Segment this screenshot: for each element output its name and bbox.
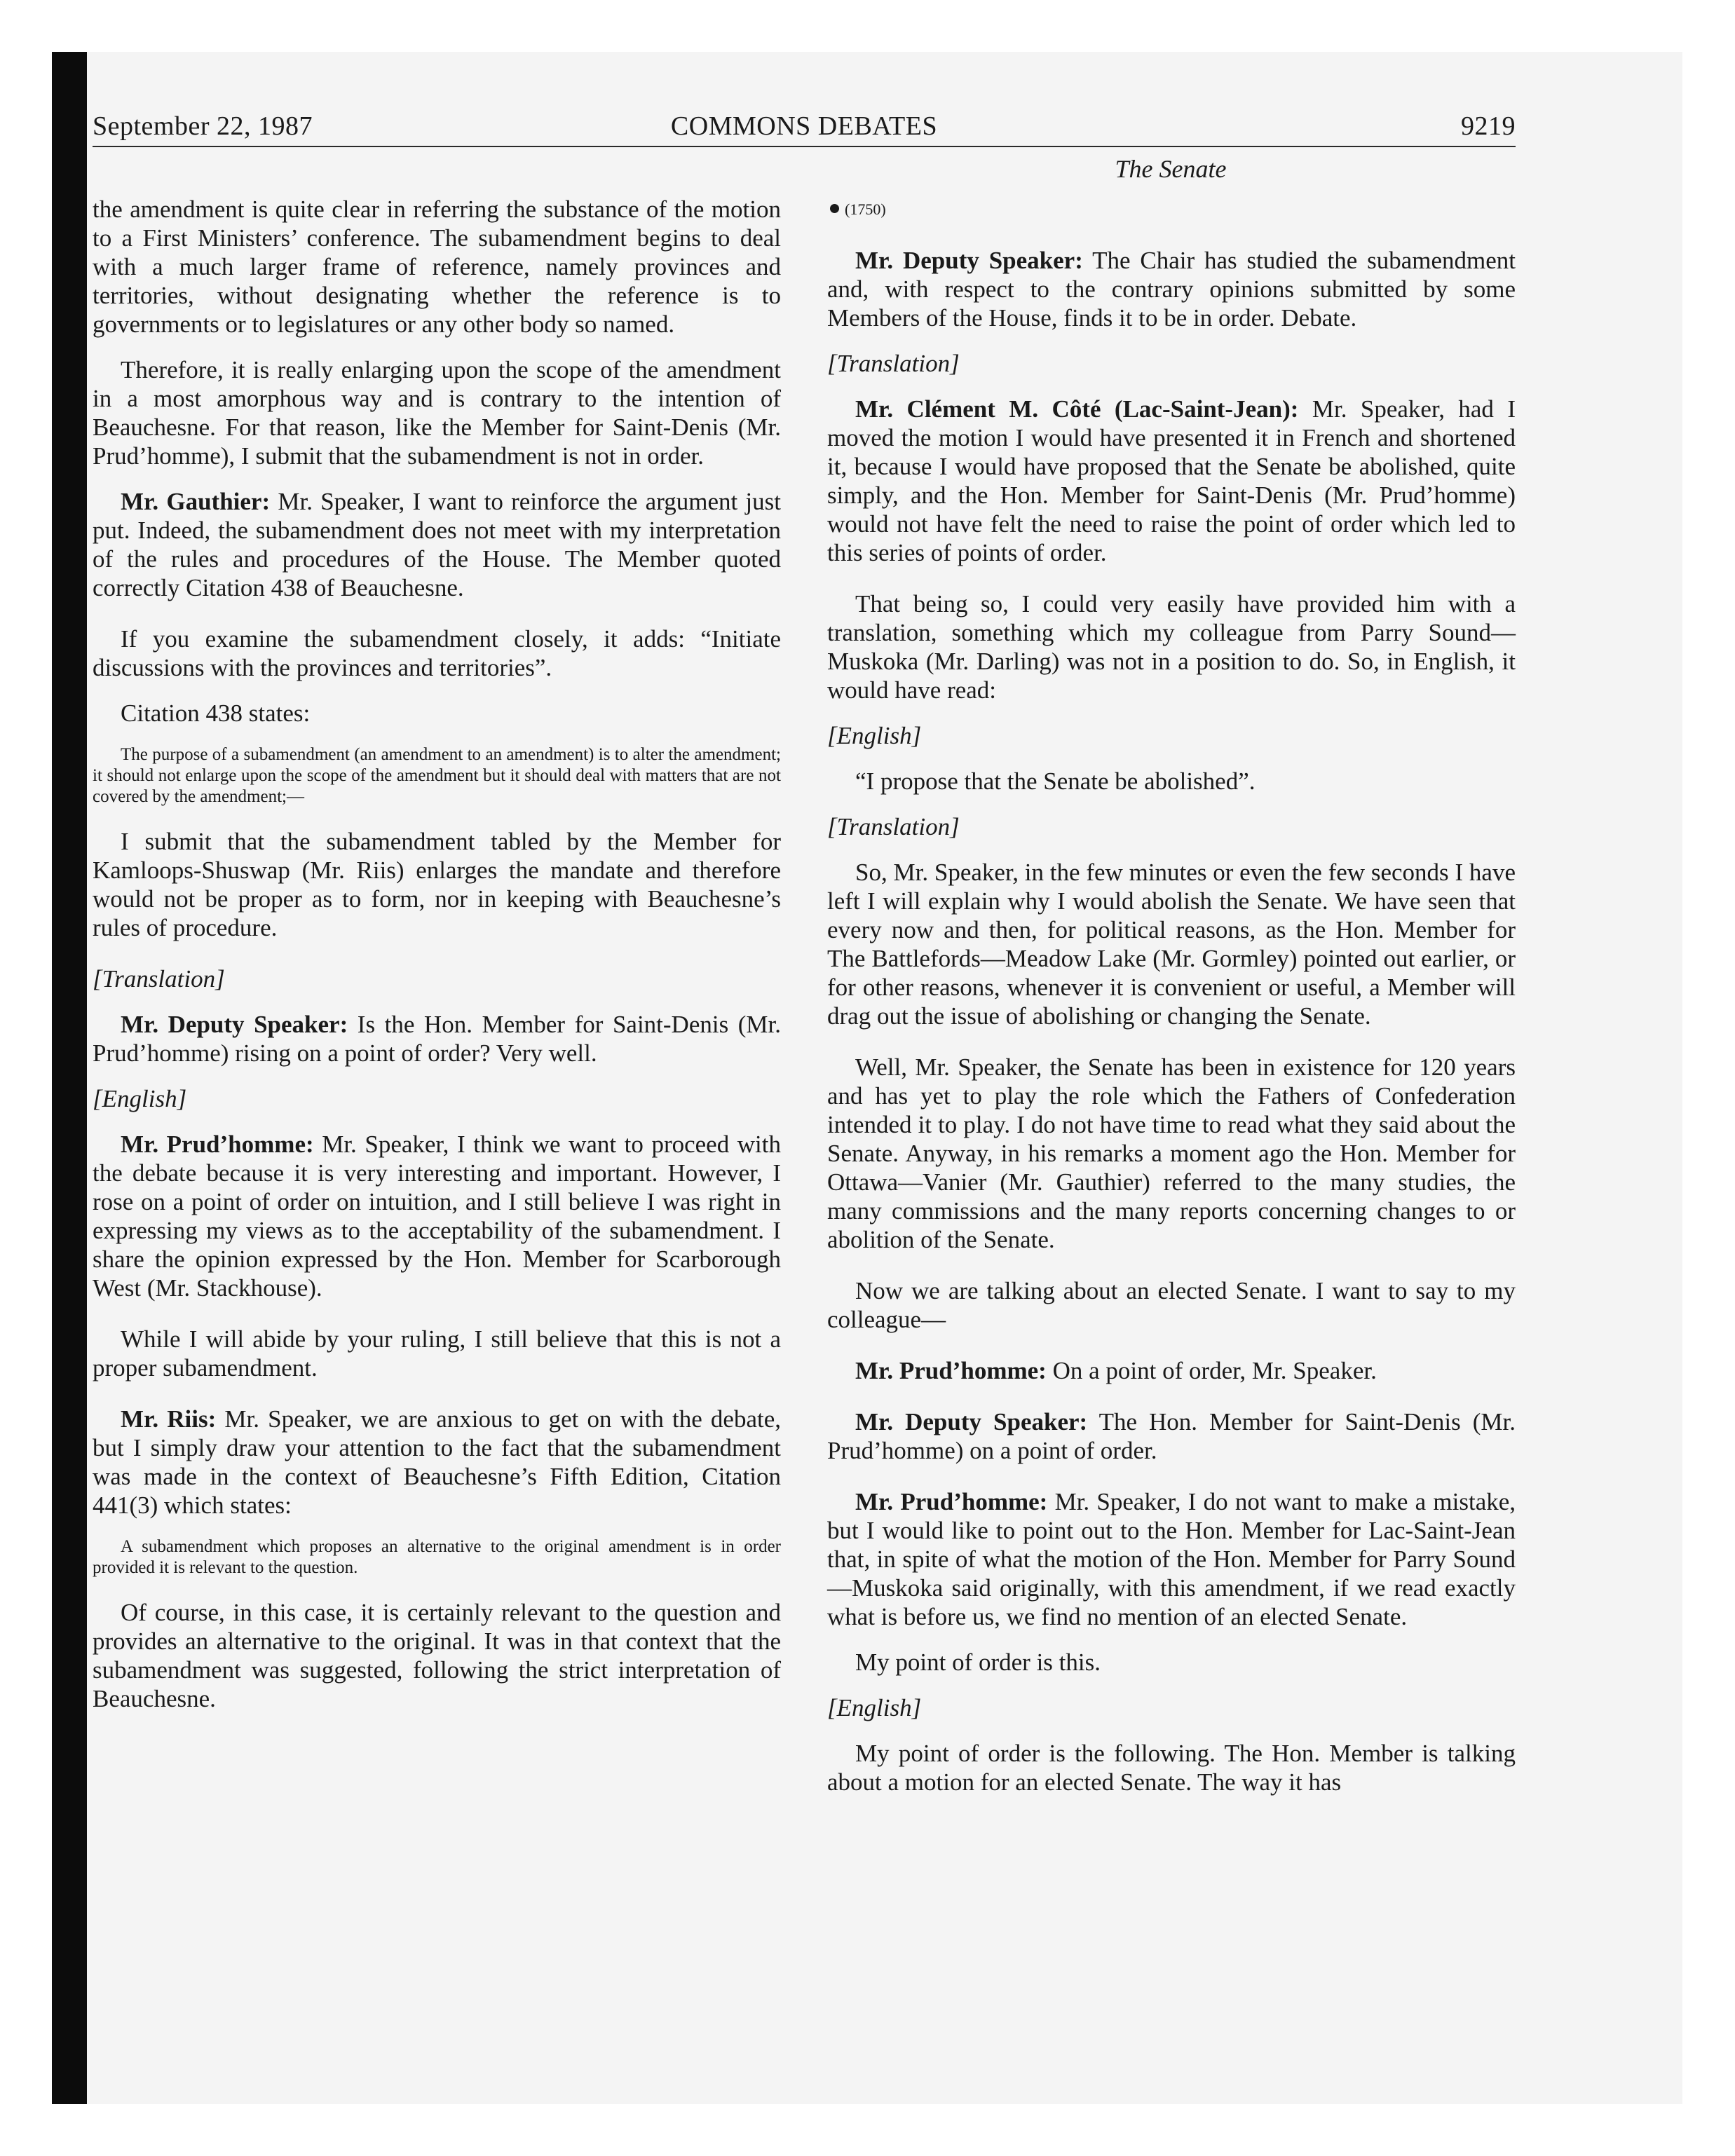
speech-text: On a point of order, Mr. Speaker. (1052, 1357, 1377, 1384)
bullet-dot-icon (830, 204, 839, 213)
header-date: September 22, 1987 (93, 111, 313, 141)
running-head (93, 104, 1516, 147)
speaker-name: Mr. Riis: (121, 1405, 217, 1433)
paragraph: While I will abide by your ruling, I still believe that this is not a proper subamendment. (93, 1325, 781, 1381)
header-publication: COMMONS DEBATES (670, 111, 938, 141)
speech-text: Is the Hon. Member for Saint-Denis (Mr. Prud’homme) rising on a point of order? Very well. (93, 1011, 781, 1067)
language-marker: [Translation] (93, 965, 225, 992)
speech-paragraph (827, 1487, 1516, 1631)
speaker-name: Mr. Deputy Speaker: (855, 1408, 1088, 1435)
paragraph: That being so, I could very easily have provided him with a translation, something which my colleague from Parry Sound—Muskoka (Mr. Darling) was not in a position to do. So, in English, it would have read: (827, 590, 1516, 704)
paragraph: My point of order is the following. The Hon. Member is talking about a motion for an elected Senate. The way it has (827, 1740, 1516, 1796)
paragraph: If you examine the subamendment closely, it adds: “Initiate discussions with the provinces and territories”. (93, 625, 781, 681)
paragraph: Citation 438 states: (121, 700, 311, 727)
speech-paragraph (827, 395, 1516, 567)
speech-paragraph (827, 1356, 1516, 1385)
block-quote: The purpose of a subamendment (an amendment to an amendment) is to alter the amendment; it should not enlarge upon the scope of the amendment but it should deal with matters that are not covered by the amendment;— (93, 745, 781, 806)
speaker-name: Mr. Clément M. Côté (Lac-Saint-Jean): (855, 395, 1299, 423)
left-column (93, 195, 781, 1730)
speech-paragraph (827, 246, 1516, 332)
paragraph: I submit that the subamendment tabled by the Member for Kamloops-Shuswap (Mr. Riis) enlarges the mandate and therefore would not be proper as to form, nor in keeping with Beauchesne’s rules of procedure. (93, 828, 781, 941)
language-marker: [English] (827, 722, 922, 749)
paragraph: My point of order is this. (855, 1649, 1101, 1676)
language-marker: [Translation] (827, 813, 960, 840)
block-quote: A subamendment which proposes an alternative to the original amendment is in order provided it is relevant to the question. (93, 1537, 781, 1577)
paragraph: the amendment is quite clear in referring the substance of the motion to a First Ministers’ conference. The subamendment begins to deal with a much larger frame of reference, namely provinces and territories, without designating whether the reference is to governments or to legislatures or any other body so named. (93, 196, 781, 338)
right-column (827, 195, 1516, 1813)
speech-text: Mr. Speaker, we are anxious to get on with the debate, but I simply draw your attention to the fact that the subamendment was made in the context of Beauchesne’s Fifth Edition, Citation 441(3) which states: (93, 1405, 782, 1519)
paragraph: Now we are talking about an elected Senate. I want to say to my colleague— (827, 1277, 1516, 1333)
speaker-name: Mr. Gauthier: (121, 488, 271, 515)
speaker-name: Mr. Prud’homme: (855, 1488, 1048, 1515)
speech-text: Mr. Speaker, I think we want to proceed with the debate because it is very interesting and important. However, I rose on a point of order on intuition, and I still believe I was right in expressing my views as to the acceptability of the subamendment. I share the opinion expressed by the Hon. Member for Scarborough West (Mr. Stackhouse). (93, 1131, 782, 1302)
binding-edge (52, 52, 87, 2104)
header-page-number: 9219 (1461, 111, 1516, 141)
speech-paragraph (93, 1405, 781, 1520)
language-marker: [English] (93, 1085, 187, 1112)
paragraph: Well, Mr. Speaker, the Senate has been in existence for 120 years and has yet to play the role which the Fathers of Confederation intended it to play. I do not have time to read what they said about the Senate. Anyway, in his remarks a moment ago the Hon. Member for Ottawa—Vanier (Mr. Gauthier) referred to the many studies, the many commissions and the many reports concerning changes to or abolition of the Senate. (827, 1053, 1516, 1253)
time-stamp: (1750) (845, 200, 886, 218)
paragraph: Therefore, it is really enlarging upon the scope of the amendment in a most amorphous way and is contrary to the intention of Beauchesne. For that reason, like the Member for Saint-Denis (Mr. Prud’homme), I submit that the subamendment is not in order. (93, 356, 781, 470)
speaker-name: Mr. Deputy Speaker: (121, 1011, 348, 1038)
paragraph: “I propose that the Senate be abolished”. (855, 767, 1256, 795)
speech-text: The Hon. Member for Saint-Denis (Mr. Prud’homme) on a point of order. (827, 1408, 1516, 1464)
language-marker: [English] (827, 1694, 922, 1721)
speech-text: Mr. Speaker, had I moved the motion I would have presented it in French and shortened it, because I would have proposed that the Senate be abolished, quite simply, and the Hon. Member for Saint-Denis (Mr. Prud’homme) would not have felt the need to raise the point of order which led to this series of points of order. (827, 395, 1516, 566)
speech-paragraph (93, 1010, 781, 1067)
speech-paragraph (827, 1407, 1516, 1465)
time-marker (827, 195, 1516, 224)
speech-paragraph (93, 1130, 781, 1302)
speech-text: Mr. Speaker, I do not want to make a mistake, but I would like to point out to the Hon. Member for Lac-Saint-Jean that, in spite of what the motion of the Hon. Member for Parry Sound—Muskoka said originally, with this amendment, if we read exactly what is before us, we find no mention of an elected Senate. (827, 1488, 1516, 1630)
paragraph: Of course, in this case, it is certainly relevant to the question and provides an alternative to the original. It was in that context that the subamendment was suggested, following the strict interpretation of Beauchesne. (93, 1599, 781, 1712)
speech-paragraph (93, 487, 781, 602)
subject-heading: The Senate (1115, 155, 1227, 183)
speech-text: Mr. Speaker, I want to reinforce the argument just put. Indeed, the subamendment does not meet with my interpretation of the rules and procedures of the House. The Member quoted correctly Citation 438 of Beauchesne. (93, 488, 782, 601)
speaker-name: Mr. Deputy Speaker: (855, 247, 1083, 274)
speaker-name: Mr. Prud’homme: (855, 1357, 1047, 1384)
paragraph: So, Mr. Speaker, in the few minutes or even the few seconds I have left I will explain why I would abolish the Senate. We have seen that every now and then, for political reasons, as the Hon. Member for The Battlefords—Meadow Lake (Mr. Gormley) pointed out earlier, or for other reasons, whenever it is convenient or useful, a Member will drag out the issue of abolishing or changing the Senate. (827, 859, 1516, 1030)
speaker-name: Mr. Prud’homme: (121, 1131, 314, 1158)
speech-text: The Chair has studied the subamendment and, with respect to the contrary opinions submitted by some Members of the House, finds it to be in order. Debate. (827, 247, 1516, 332)
language-marker: [Translation] (827, 350, 960, 377)
